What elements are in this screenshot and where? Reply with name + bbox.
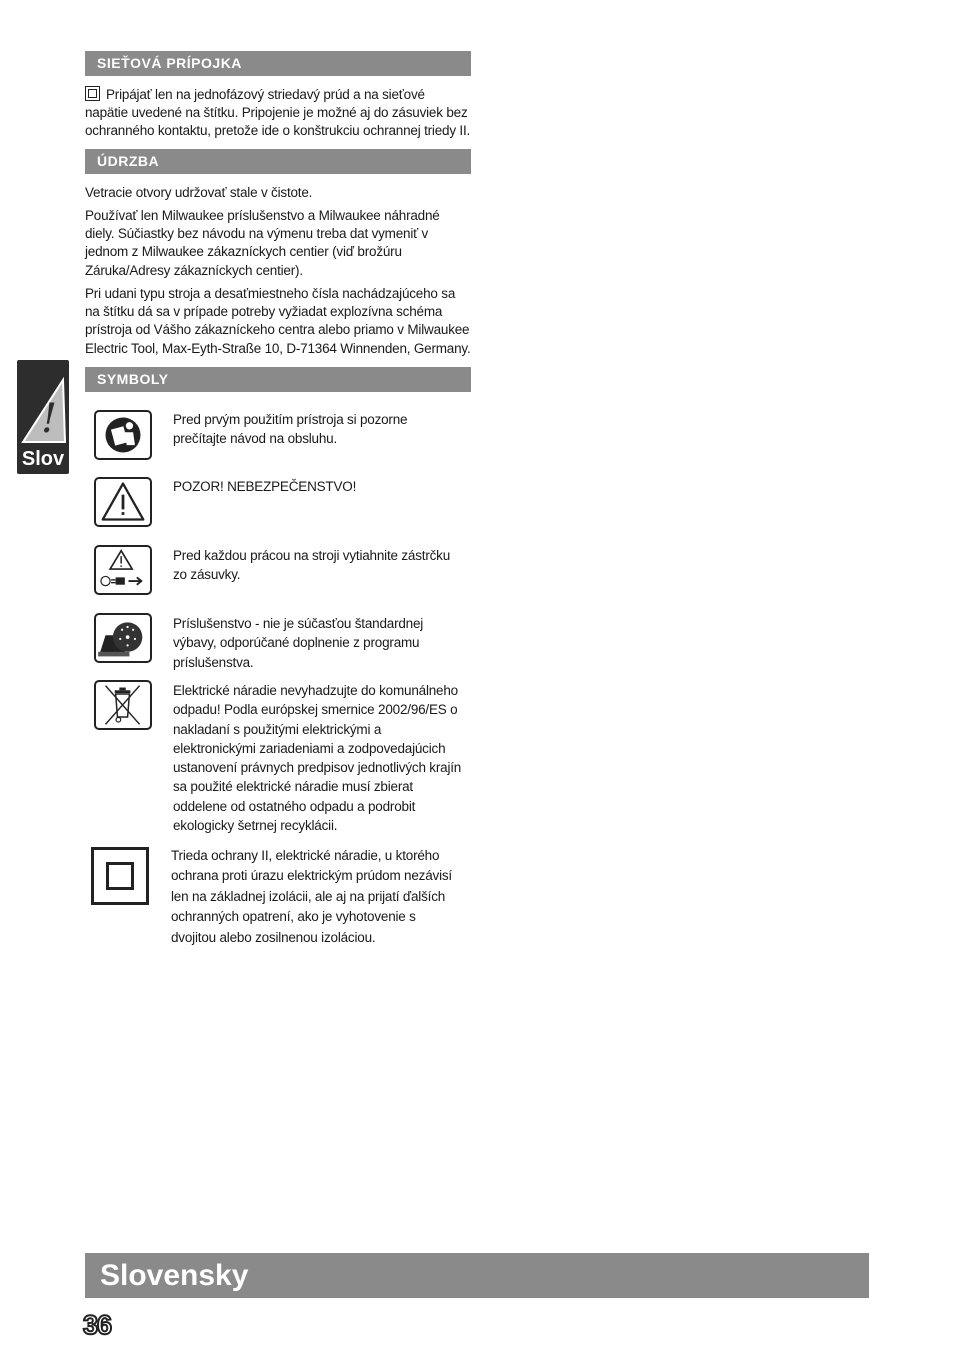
symbol-text: Príslušenstvo - nie je súčasťou štandardnej výbavy, odporúčané doplnenie z programu príslušenstva. xyxy=(173,616,424,670)
maintenance-paragraph-1: Vetracie otvory udržovať stale v čistote. xyxy=(85,185,313,200)
page-number: 36 xyxy=(83,1310,112,1340)
symbol-text: Trieda ochrany II, elektrické náradie, u ktorého ochrana proti úrazu elektrickým prúdom nezávisí len na základnej izolácii, ale aj na prijatí ďalších ochranných opatrení, ako je vyhotovenie s dvojitou alebo zosilnenou izoláciou. xyxy=(171,848,452,945)
footer-title: Slovensky xyxy=(100,1259,249,1292)
weee-bin-icon xyxy=(94,680,152,730)
language-tab xyxy=(17,360,69,474)
warning-exclamation-icon xyxy=(19,362,67,444)
symbol-text: POZOR! NEBEZPEČENSTVO! xyxy=(173,479,357,494)
maintenance-paragraph-2: Používať len Milwaukee príslušenstvo a Milwaukee náhradné diely. Súčiastky bez návodu na výmenu treba dat vymeniť v jednom z Milwaukee zákazníckych centier (viď brožúru Záruka/Adresy zákazníckych centier). xyxy=(85,208,440,278)
symbol-text: Elektrické náradie nevyhadzujte do komunálneho odpadu! Podla európskej smernice 2002/96/ES o nakladaní s použitými elektrickými a elektronickými zariadeniami a zodpovedajúcich ustanovení právnych predpisov jednotlivých krajín sa použité elektrické náradie musí zbierat oddelene od ostatného odpadu a podrobit ekologicky šetrnej recyklácii. xyxy=(173,683,462,834)
protection-class-ii-icon xyxy=(91,847,149,905)
symbol-text: Pred každou prácou na stroji vytiahnite zástrčku zo zásuvky. xyxy=(173,548,451,583)
section-header-symbols: SYMBOLY xyxy=(85,367,471,392)
maintenance-paragraph-3: Pri udani typu stroja a desaťmiestneho čísla nachádzajúceho sa na štítku dá sa v prípade potreby vyžiadat explozívna schéma prístroja od Vášho zákazníckeho centra alebo priamo v Milwaukee Electric Tool, Max-Eyth-Straße 10, D-71364 Winnenden, Germany. xyxy=(85,286,471,356)
section-header-maintenance: ÚDRZBA xyxy=(85,149,471,174)
accessories-icon xyxy=(94,613,152,663)
network-paragraph xyxy=(85,86,471,141)
footer-language-bar xyxy=(85,1253,869,1298)
svg-text:!: ! xyxy=(40,396,58,442)
symbol-text: Pred prvým použitím prístroja si pozorne prečítajte návod na obsluhu. xyxy=(173,412,408,447)
protection-class-ii-inline-icon xyxy=(85,86,100,101)
unplug-warning-icon xyxy=(94,545,152,595)
network-text: Pripájať len na jednofázový striedavý prúd a na sieťové napätie uvedené na štítku. Pripojenie je možné aj do zásuviek bez ochranného kontaktu, pretože ide o konštrukciu ochrannej triedy II. xyxy=(85,87,471,139)
read-manual-icon xyxy=(94,410,152,460)
warning-triangle-icon xyxy=(94,477,152,527)
language-tab-label: Slov xyxy=(21,448,65,470)
section-header-network: SIEŤOVÁ PRÍPOJKA xyxy=(85,51,471,76)
